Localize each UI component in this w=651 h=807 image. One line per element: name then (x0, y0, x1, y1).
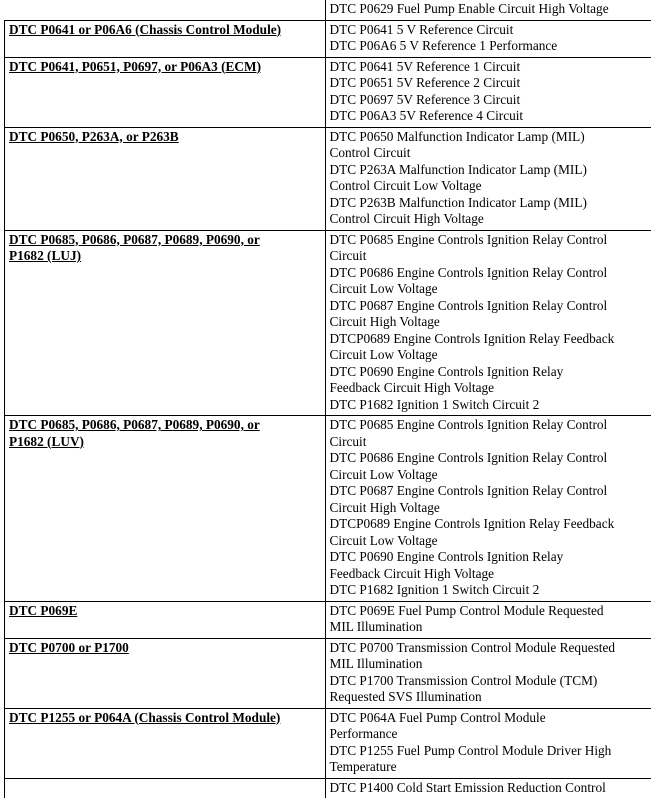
dtc-group-line: DTC P0641, P0651, P0697, or P06A3 (ECM) (9, 58, 261, 74)
dtc-description-cell (325, 601, 651, 638)
dtc-description-line: DTC P1255 Fuel Pump Control Module Driver High (329, 742, 612, 758)
dtc-group-cell (5, 778, 326, 798)
dtc-description-cell (325, 0, 651, 20)
dtc-description-line: DTC P064A Fuel Pump Control Module (329, 709, 546, 725)
dtc-description-line: DTC P0700 Transmission Control Module Requested (329, 639, 616, 655)
table-row (5, 0, 651, 20)
dtc-description-line: DTC P1682 Ignition 1 Switch Circuit 2 (329, 582, 540, 597)
dtc-description-line: DTC P263A Malfunction Indicator Lamp (MIL) (329, 161, 587, 177)
dtc-description-line: Circuit Low Voltage (329, 466, 438, 482)
dtc-group-line: DTC P069E (9, 602, 78, 618)
dtc-group-line: P1682 (LUV) (9, 433, 84, 449)
dtc-description-line: DTC P0686 Engine Controls Ignition Relay Control (329, 450, 608, 465)
dtc-description-line: Control Circuit Low Voltage (329, 178, 482, 193)
dtc-description-line: Circuit High Voltage (329, 314, 440, 329)
dtc-description-cell (325, 638, 651, 708)
dtc-group-line: DTC P0650, P263A, or P263B (9, 128, 179, 144)
dtc-group-line: DTC P1255 or P064A (Chassis Control Module) (9, 709, 281, 725)
dtc-description-cell (325, 20, 651, 57)
dtc-description-cell (325, 708, 651, 778)
dtc-group-line: DTC P0685, P0686, P0687, P0689, P0690, or (9, 231, 260, 247)
dtc-description-line: DTC P0686 Engine Controls Ignition Relay Control (329, 264, 608, 280)
dtc-description-line: DTCP0689 Engine Controls Ignition Relay Feedback (329, 516, 615, 531)
dtc-group-line: DTC P0641 or P06A6 (Chassis Control Module) (9, 21, 282, 37)
dtc-description-line: DTC P1700 Transmission Control Module (TCM) (329, 672, 598, 688)
table-row (5, 638, 651, 708)
dtc-group-cell (5, 638, 326, 708)
dtc-description-line: Performance (329, 726, 398, 741)
dtc-description-line: DTC P0641 5 V Reference Circuit (329, 21, 514, 37)
dtc-group-cell (5, 601, 326, 638)
dtc-description-line: MIL Illumination (329, 656, 423, 671)
dtc-description-line: Feedback Circuit High Voltage (329, 380, 495, 395)
table-body (5, 0, 651, 798)
dtc-description-line: Feedback Circuit High Voltage (329, 565, 495, 581)
dtc-description-line: DTC P0687 Engine Controls Ignition Relay Control (329, 483, 608, 498)
dtc-description-line: Circuit High Voltage (329, 499, 440, 515)
dtc-group-line: DTC P0685, P0686, P0687, P0689, P0690, or (9, 417, 260, 432)
dtc-description-line: Circuit Low Voltage (329, 281, 438, 296)
dtc-group-cell (5, 416, 326, 602)
dtc-description-line: MIL Illumination (329, 619, 423, 634)
dtc-group-cell (5, 127, 326, 230)
dtc-description-line: DTC P0690 Engine Controls Ignition Relay (329, 363, 564, 379)
dtc-group-cell (5, 230, 326, 416)
dtc-description-line: Temperature (329, 759, 397, 774)
table-row (5, 230, 651, 416)
dtc-description-line: DTC P06A3 5V Reference 4 Circuit (329, 108, 524, 123)
dtc-description-line: DTC P0629 Fuel Pump Enable Circuit High Voltage (329, 1, 609, 16)
dtc-description-line: DTC P0685 Engine Controls Ignition Relay Control (329, 231, 608, 247)
dtc-description-line: DTCP0689 Engine Controls Ignition Relay Feedback (329, 330, 615, 346)
dtc-group-cell (5, 708, 326, 778)
table-row (5, 57, 651, 127)
dtc-description-line: Circuit (329, 433, 367, 449)
dtc-description-cell (325, 230, 651, 416)
dtc-description-line: Circuit (329, 248, 367, 263)
dtc-group-cell (5, 57, 326, 127)
dtc-group-cell (5, 20, 326, 57)
dtc-description-line: DTC P1400 Cold Start Emission Reduction Control (329, 779, 606, 795)
table-row (5, 127, 651, 230)
dtc-description-cell (325, 57, 651, 127)
dtc-description-line: DTC P0690 Engine Controls Ignition Relay (329, 549, 564, 564)
dtc-description-line: Control Circuit High Voltage (329, 211, 484, 226)
dtc-description-cell (325, 416, 651, 602)
table-row (5, 778, 651, 798)
dtc-group-line: DTC P0700 or P1700 (9, 639, 129, 655)
dtc-description-cell (325, 778, 651, 798)
dtc-description-line: DTC P06A6 5 V Reference 1 Performance (329, 38, 558, 53)
dtc-description-line: Circuit Low Voltage (329, 347, 438, 362)
table-row (5, 601, 651, 638)
table-row (5, 20, 651, 57)
dtc-description-line: DTC P0651 5V Reference 2 Circuit (329, 75, 521, 90)
dtc-description-line: DTC P263B Malfunction Indicator Lamp (MIL) (329, 194, 587, 210)
dtc-description-line: DTC P0650 Malfunction Indicator Lamp (MIL) (329, 128, 585, 144)
dtc-description-line: Circuit Low Voltage (329, 532, 438, 548)
dtc-description-line: DTC P0641 5V Reference 1 Circuit (329, 58, 521, 74)
dtc-group-line: P1682 (LUJ) (9, 248, 82, 263)
dtc-description-line: Control Circuit (329, 145, 411, 160)
dtc-group-cell (5, 0, 326, 20)
dtc-description-line: Requested SVS Illumination (329, 689, 482, 704)
dtc-description-line: DTC P0687 Engine Controls Ignition Relay Control (329, 297, 608, 313)
dtc-description-line: DTC P1682 Ignition 1 Switch Circuit 2 (329, 396, 540, 412)
table-row (5, 416, 651, 602)
dtc-reference-table (4, 0, 651, 798)
dtc-description-line: DTC P0685 Engine Controls Ignition Relay Control (329, 417, 608, 432)
table-row (5, 708, 651, 778)
dtc-description-line: DTC P069E Fuel Pump Control Module Requested (329, 602, 604, 618)
dtc-description-cell (325, 127, 651, 230)
dtc-description-line: DTC P0697 5V Reference 3 Circuit (329, 91, 521, 107)
